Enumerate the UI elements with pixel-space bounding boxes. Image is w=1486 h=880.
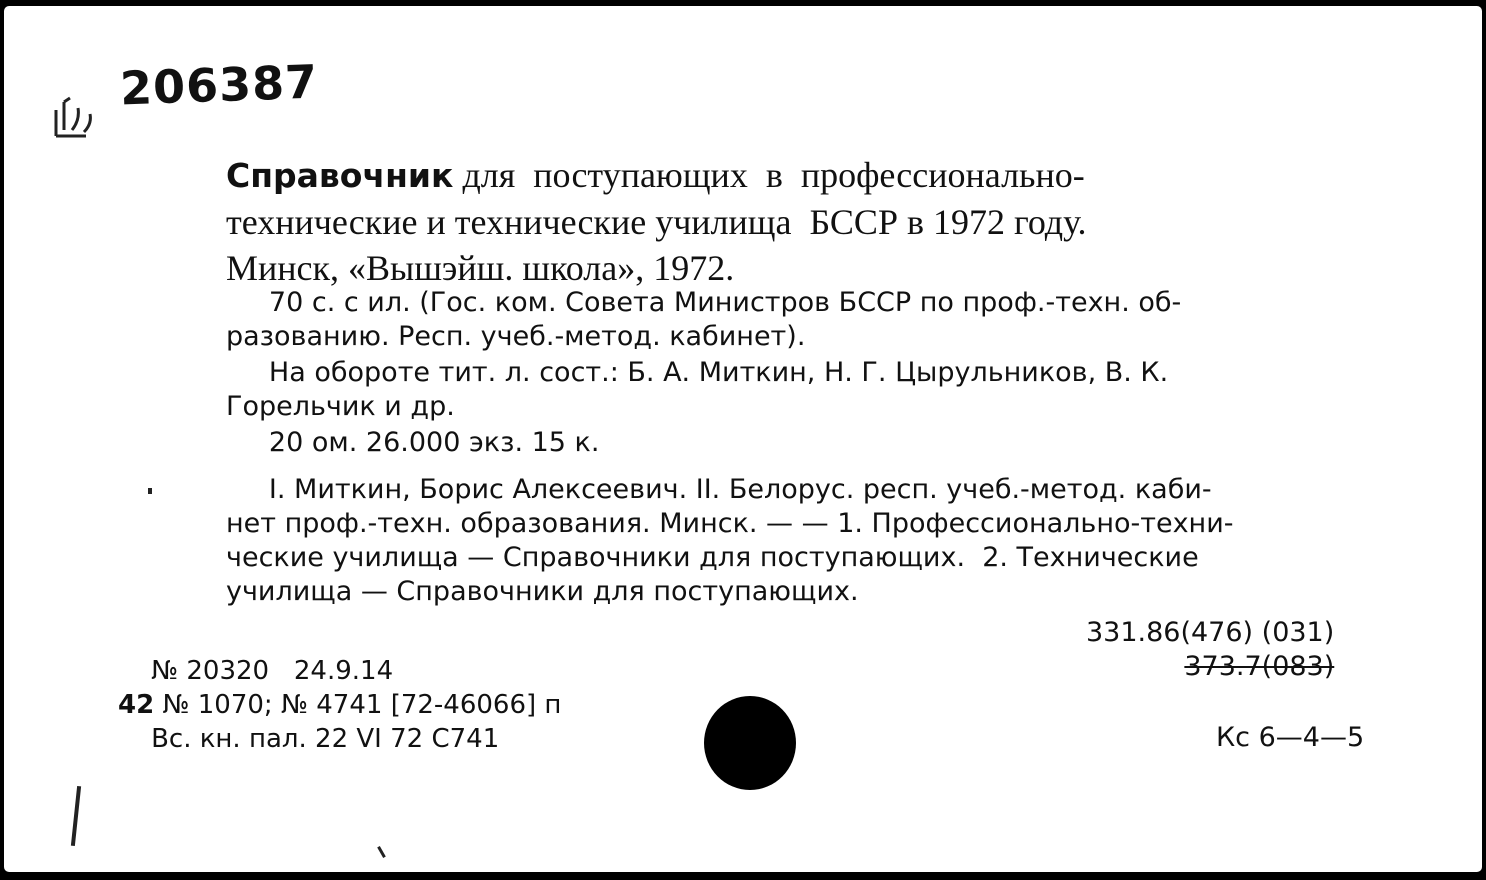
numbers-prefix: 42	[118, 690, 155, 720]
library-stamp-icon	[50, 90, 102, 142]
numbers-line-1: № 20320 24.9.14	[151, 656, 394, 686]
title-line-3: Минск, «Вышэйш. школа», 1972.	[226, 248, 735, 288]
physical-description	[226, 286, 1181, 354]
description-line-1: 70 с. с ил. (Гос. ком. Совета Министров БССР по проф.-техн. об-	[226, 287, 1182, 318]
price-line: 20 ом. 26.000 экз. 15 к.	[226, 427, 600, 458]
tracings	[226, 473, 1234, 609]
registration-numbers	[118, 654, 561, 756]
tracings-line-3: ческие училища — Справочники для поступающих. 2. Технические	[226, 542, 1199, 573]
classification-block	[1086, 616, 1334, 684]
card-title	[226, 152, 1087, 291]
description-line-2: разованию. Респ. учеб.-метод. кабинет).	[226, 321, 806, 352]
compilers-line-1: На обороте тит. л. сост.: Б. А. Миткин, Н. Г. Цырульников, В. К.	[226, 357, 1169, 388]
classification-struck: 373.7(083)	[1184, 651, 1335, 682]
tracings-line-4: училища — Справочники для поступающих.	[226, 576, 859, 607]
ink-scratch	[377, 846, 386, 858]
catalog-card	[4, 6, 1482, 872]
title-bold-word: Справочник	[226, 156, 454, 195]
classification-current: 331.86(476) (031)	[1086, 617, 1335, 648]
ink-scratch	[71, 786, 81, 846]
tracings-line-1: I. Миткин, Борис Алексеевич. II. Белорус. респ. учеб.-метод. каби-	[226, 474, 1212, 505]
compilers-line-2: Горельчик и др.	[226, 391, 455, 422]
tracings-line-2: нет проф.-техн. образования. Минск. — — 1. Профессионально-техни-	[226, 508, 1234, 539]
card-code: Кс 6—4—5	[1216, 722, 1365, 753]
numbers-line-2: № 1070; № 4741 [72-46066] п	[154, 690, 562, 720]
title-line-1: для поступающих в профессионально-	[453, 155, 1085, 195]
punch-hole	[704, 696, 796, 790]
handwritten-inventory-number: 206387	[119, 54, 319, 116]
compilers-note	[226, 356, 1168, 424]
ink-dot	[148, 488, 152, 494]
numbers-line-3: Вс. кн. пал. 22 VI 72 С741	[151, 724, 500, 754]
title-line-2: технические и технические училища БССР в 1972 году.	[226, 202, 1087, 242]
